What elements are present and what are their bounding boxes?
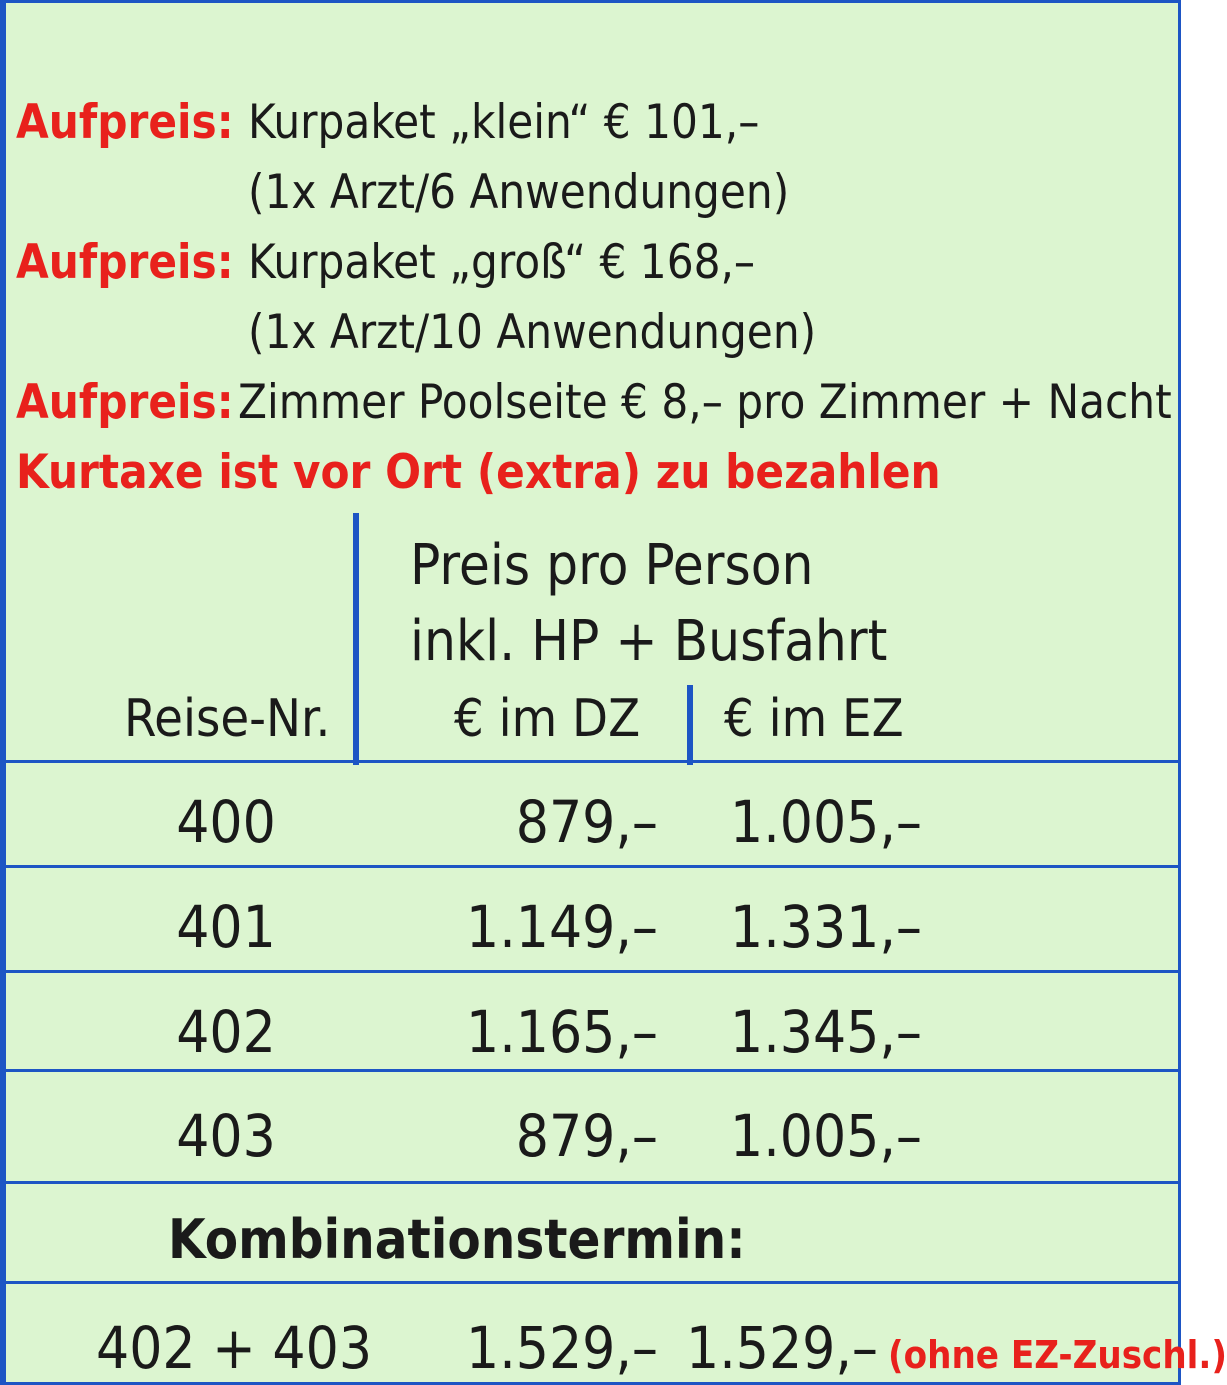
surcharge-detail: (1x Arzt/10 Anwendungen)	[248, 305, 817, 360]
price-dz-cell: 1.165,–	[466, 998, 658, 1066]
table-divider	[6, 760, 1178, 763]
surcharge-detail: (1x Arzt/6 Anwendungen)	[248, 165, 790, 220]
table-divider	[6, 1181, 1178, 1184]
price-ez-cell: 1.005,–	[730, 1102, 922, 1170]
surcharge-label: Aufpreis:	[16, 95, 234, 150]
surcharge-text: Zimmer Poolseite € 8,– pro Zimmer + Nacht	[238, 375, 1172, 430]
surcharge-label: Aufpreis:	[16, 375, 234, 430]
combination-note: (ohne EZ-Zuschl.)	[888, 1333, 1227, 1377]
surcharge-row-3	[16, 375, 234, 430]
kurtaxe-note: Kurtaxe ist vor Ort (extra) zu bezahlen	[16, 445, 941, 500]
combination-title: Kombinationstermin:	[168, 1208, 746, 1271]
price-ez-cell: 1.345,–	[730, 998, 922, 1066]
reise-nr-cell: 403	[176, 1102, 276, 1170]
combination-price-ez: 1.529,–	[686, 1314, 878, 1382]
combination-reise-nr: 402 + 403	[96, 1314, 373, 1382]
column-header-ez: € im EZ	[724, 689, 904, 749]
surcharge-row-1	[16, 95, 234, 150]
header-divider-vertical	[353, 513, 359, 765]
price-dz-cell: 879,–	[515, 788, 658, 856]
table-divider	[6, 1069, 1178, 1072]
price-dz-cell: 879,–	[515, 1102, 658, 1170]
surcharge-text: Kurpaket „groß“ € 168,–	[248, 235, 756, 290]
combination-price-dz: 1.529,–	[466, 1314, 658, 1382]
price-header-line1: Preis pro Person	[410, 533, 814, 598]
table-divider	[6, 970, 1178, 973]
column-header-reise-nr: Reise-Nr.	[124, 689, 331, 749]
reise-nr-cell: 401	[176, 893, 276, 961]
surcharge-row-2	[16, 235, 234, 290]
price-dz-cell: 1.149,–	[466, 893, 658, 961]
price-header-line2: inkl. HP + Busfahrt	[410, 609, 888, 674]
reise-nr-cell: 400	[176, 788, 276, 856]
table-divider	[6, 1281, 1178, 1284]
column-header-dz: € im DZ	[454, 689, 641, 749]
surcharge-text: Kurpaket „klein“ € 101,–	[248, 95, 760, 150]
price-ez-cell: 1.005,–	[730, 788, 922, 856]
header-divider-vertical-short	[687, 685, 693, 765]
surcharge-label: Aufpreis:	[16, 235, 234, 290]
table-divider	[6, 865, 1178, 868]
price-ez-cell: 1.331,–	[730, 893, 922, 961]
reise-nr-cell: 402	[176, 998, 276, 1066]
